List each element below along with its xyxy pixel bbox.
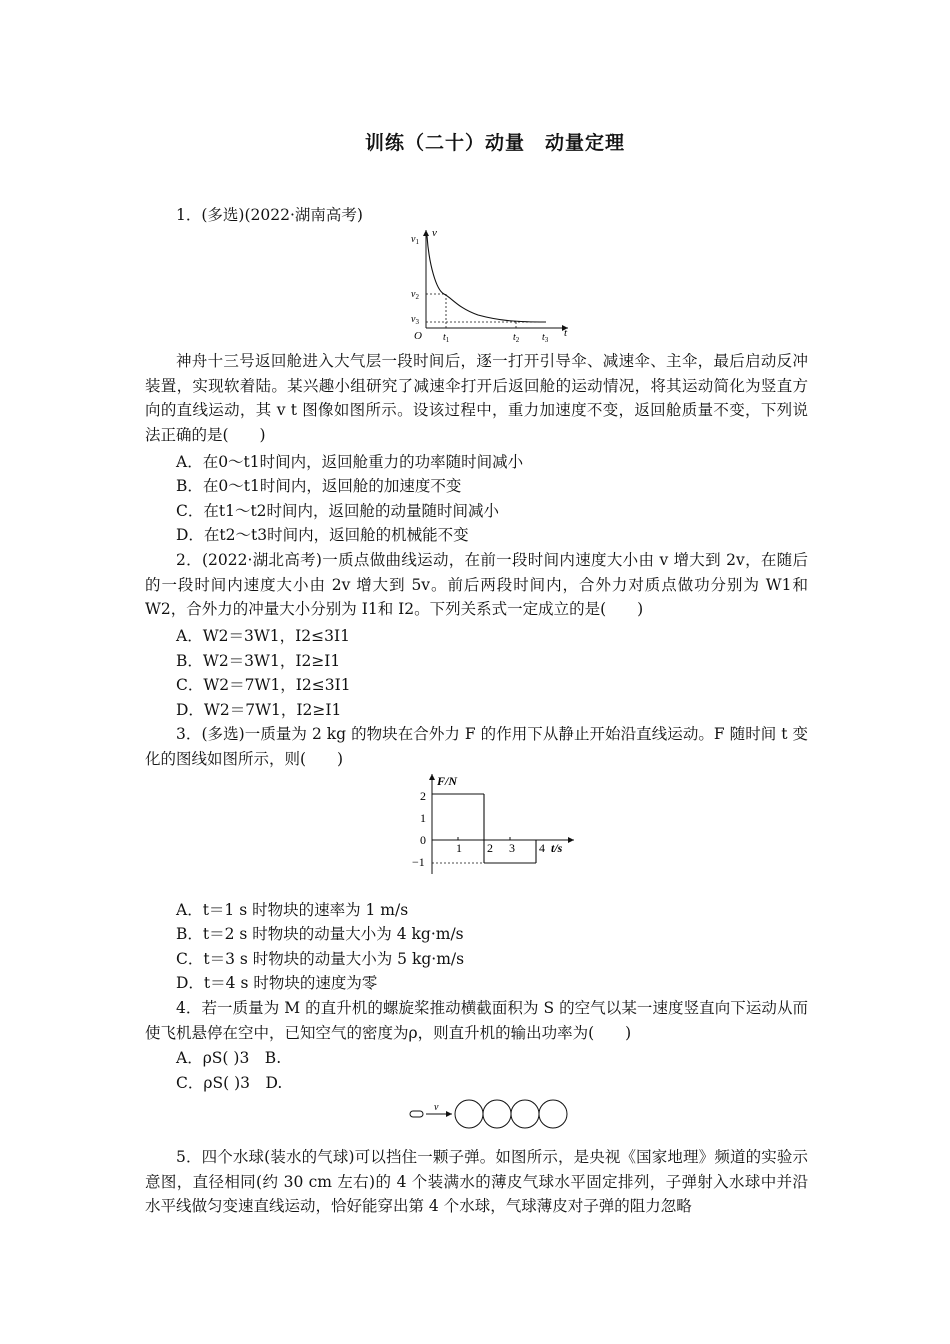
q1-curve <box>427 236 546 322</box>
water-balloon-1 <box>455 1100 483 1128</box>
q4-stem: 4．若一质量为 M 的直升机的螺旋桨推动横截面积为 S 的空气以某一速度竖直向下运动从而使飞机悬停在空中，已知空气的密度为ρ，则直升机的输出功率为( ) <box>145 999 808 1042</box>
q1-x-tick-t3: $t_3$ <box>542 332 549 344</box>
q3-x-tick-4: 4 <box>539 841 545 855</box>
q2-option-b: B．W2＝3W1，I2≥I1 <box>176 652 341 670</box>
q1-x-tick-t1: $t_1$ <box>443 332 450 344</box>
q1-option-c: C．在t1～t2时间内，返回舱的动量随时间减小 <box>176 502 500 520</box>
q3-option-c: C．t＝3 s 时物块的动量大小为 5 kg·m/s <box>176 950 465 968</box>
velocity-label: v <box>434 1102 439 1113</box>
q1-y-tick-v3: $v_3$ <box>411 314 419 326</box>
q3-option-b: B．t＝2 s 时物块的动量大小为 4 kg·m/s <box>176 925 464 943</box>
page-title: 训练（二十）动量 动量定理 <box>364 132 625 154</box>
q5-water-balloons-figure <box>406 1096 576 1132</box>
q3-option-d: D．t＝4 s 时物块的速度为零 <box>176 974 378 992</box>
q2-stem: 2．(2022·湖北高考)一质点做曲线运动，在前一段时间内速度大小由 v 增大到 2v，在随后的一段时间内速度大小由 2v 增大到 5v。前后两段时间内，合外力对质点做功分别为 W1和 W2，合外力的冲量大小分别为 I1和 I2。下列关系式一定成立的是( ) <box>145 551 808 619</box>
q1-y-tick-v2: $v_2$ <box>411 289 419 301</box>
q3-ft-graph <box>408 770 588 878</box>
water-balloon-4 <box>539 1100 567 1128</box>
q3-x-tick-3: 3 <box>509 841 515 855</box>
q1-x-tick-t2: $t_2$ <box>513 332 520 344</box>
q2-option-a: A．W2＝3W1，I2≤3I1 <box>176 627 350 645</box>
q2-option-d: D．W2＝7W1，I2≥I1 <box>176 701 342 719</box>
q1-y-tick-v1: $v_1$ <box>411 234 419 246</box>
q1-x-axis-label: t <box>564 327 568 339</box>
q3-x-label: t/s <box>551 841 563 855</box>
q1-stem: 神舟十三号返回舱进入大气层一段时间后，逐一打开引导伞、减速伞、主伞，最后启动反冲装置，实现软着陆。某兴趣小组研究了减速伞打开后返回舱的运动情况，将其运动简化为竖直方向的直线运动，其 v t 图像如图所示。设该过程中，重力加速度不变，返回舱质量不变，下列说法正确的是( ) <box>145 352 808 444</box>
q1-vt-graph <box>408 224 578 346</box>
q3-x-tick-2: 2 <box>487 841 493 855</box>
q1-y-axis-label: v <box>432 227 437 239</box>
q3-y-tick-2: 2 <box>420 789 426 803</box>
q1-option-b: B．在0～t1时间内，返回舱的加速度不变 <box>176 477 462 495</box>
q3-x-tick-1: 1 <box>456 841 462 855</box>
q1-origin: O <box>414 330 422 342</box>
q4-option-a-b: A．ρS( )3 B. <box>176 1049 282 1067</box>
q3-y-tick-1: 1 <box>420 811 426 825</box>
q1-option-a: A．在0～t1时间内，返回舱重力的功率随时间减小 <box>176 453 524 471</box>
q4-option-c-d: C．ρS( )3 D. <box>176 1074 283 1092</box>
q2-option-c: C．W2＝7W1，I2≤3I1 <box>176 676 351 694</box>
q1-header: 1．(多选)(2022·湖南高考) <box>176 206 363 224</box>
q5-stem: 5．四个水球(装水的气球)可以挡住一颗子弹。如图所示，是央视《国家地理》频道的实验示意图，直径相同(约 30 cm 左右)的 4 个装满水的薄皮气球水平固定排列，子弹射入水球中并沿水平线做匀变速直线运动，恰好能穿出第 4 个水球，气球薄皮对子弹的阻力忽略 <box>145 1148 808 1216</box>
q3-option-a: A．t＝1 s 时物块的速率为 1 m/s <box>176 901 409 919</box>
water-balloon-3 <box>511 1100 539 1128</box>
q3-y-tick-neg1: −1 <box>412 855 425 869</box>
q3-stem: 3．(多选)一质量为 2 kg 的物块在合外力 F 的作用下从静止开始沿直线运动。F 随时间 t 变化的图线如图所示，则( ) <box>145 725 808 768</box>
bullet-icon <box>410 1111 423 1117</box>
q1-option-d: D．在t2～t3时间内，返回舱的机械能不变 <box>176 526 469 544</box>
q3-y-tick-0: 0 <box>420 833 426 847</box>
q3-y-label: F/N <box>437 774 458 788</box>
water-balloon-2 <box>483 1100 511 1128</box>
